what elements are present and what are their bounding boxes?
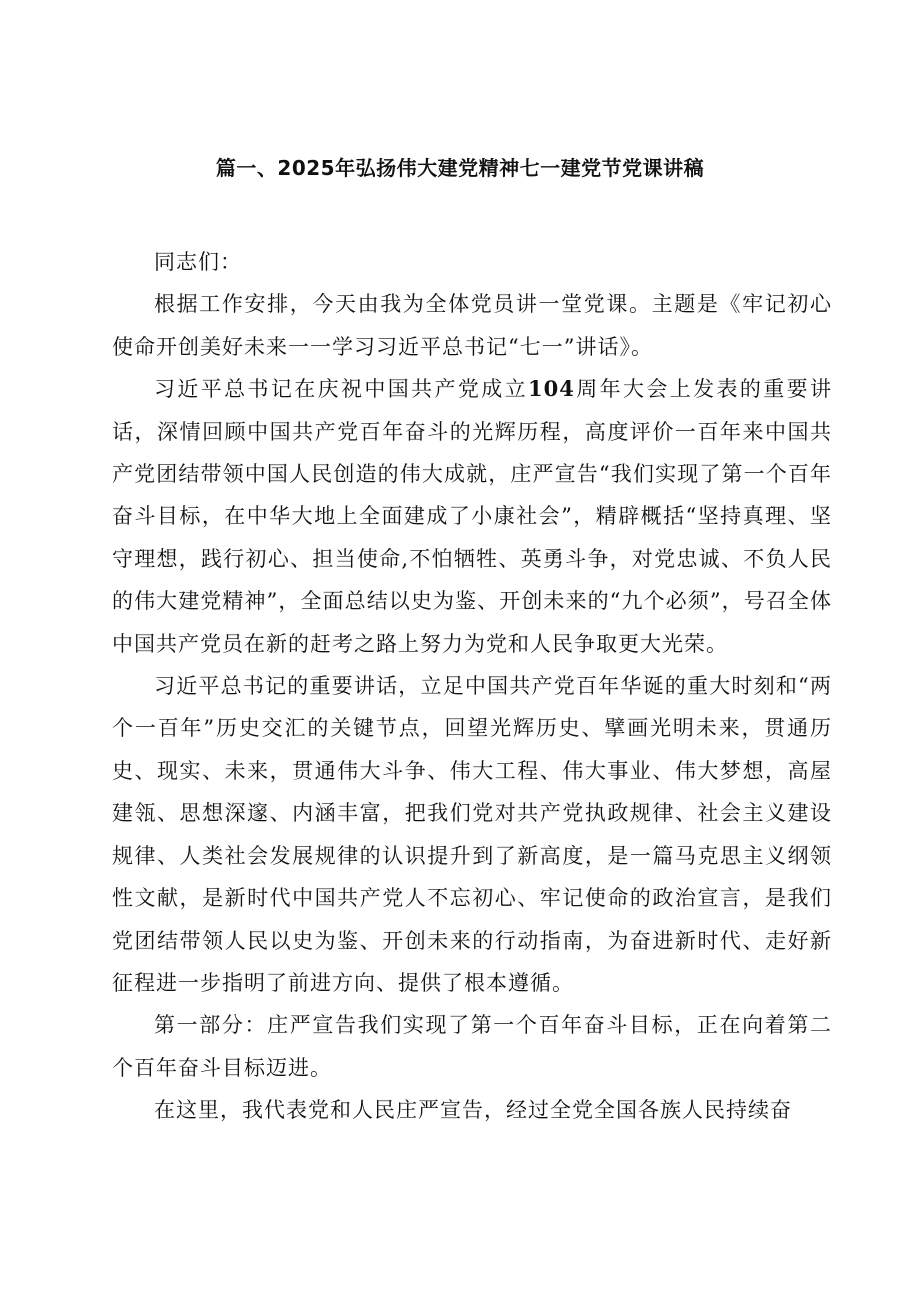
document-body bbox=[112, 241, 832, 1132]
speech-significance-paragraph: 习近平总书记的重要讲话，立足中国共产党百年华诞的重大时刻和“两个一百年”历史交汇的关键节点，回望光辉历史、擘画光明未来，贯通历史、现实、未来，贯通伟大斗争、伟大工程、伟大事业、伟大梦想，高屋建瓴、思想深邃、内涵丰富，把我们党对共产党执政规律、社会主义建设规律、人类社会发展规律的认识提升到了新高度，是一篇马克思主义纲领性文献，是新时代中国共产党人不忘初心、牢记使命的政治宣言，是我们党团结带领人民以史为鉴、开创未来的行动指南，为奋进新时代、走好新征程进一步指明了前进方向、提供了根本遵循。 bbox=[112, 674, 832, 995]
speech-summary-text-before: 习近平总书记在庆祝中国共产党成立 bbox=[154, 377, 529, 402]
document-title: 篇一、2025年弘扬伟大建党精神七一建党节党课讲稿 bbox=[215, 156, 705, 180]
speech-summary-paragraph bbox=[112, 368, 832, 665]
part-one-heading-paragraph: 第一部分：庄严宣告我们实现了第一个百年奋斗目标，正在向着第二个百年奋斗目标迈进。 bbox=[112, 1013, 832, 1080]
speech-summary-text-after: 周年大会上发表的重要讲话，深情回顾中国共产党百年奋斗的光辉历程，高度评价一百年来中国共产党团结带领中国人民创造的伟大成就，庄严宣告“我们实现了第一个百年奋斗目标，在中华大地上全面建成了小康社会”，精辟概括“坚持真理、坚守理想，践行初心、担当使命,不怕牺牲、英勇斗争，对党忠诚、不负人民的伟大建党精神”，全面总结以史为鉴、开创未来的“九个必须”，号召全体中国共产党员在新的赶考之路上努力为党和人民争取更大光荣。 bbox=[112, 377, 833, 656]
anniversary-number: 104 bbox=[528, 376, 575, 402]
salutation-paragraph: 同志们： bbox=[154, 250, 242, 274]
intro-paragraph: 根据工作安排，今天由我为全体党员讲一堂党课。主题是《牢记初心使命开创美好未来一一学习习近平总书记“七一”讲话》。 bbox=[112, 292, 832, 359]
part-one-body-paragraph: 在这里，我代表党和人民庄严宣告，经过全党全国各族人民持续奋 bbox=[154, 1098, 792, 1123]
